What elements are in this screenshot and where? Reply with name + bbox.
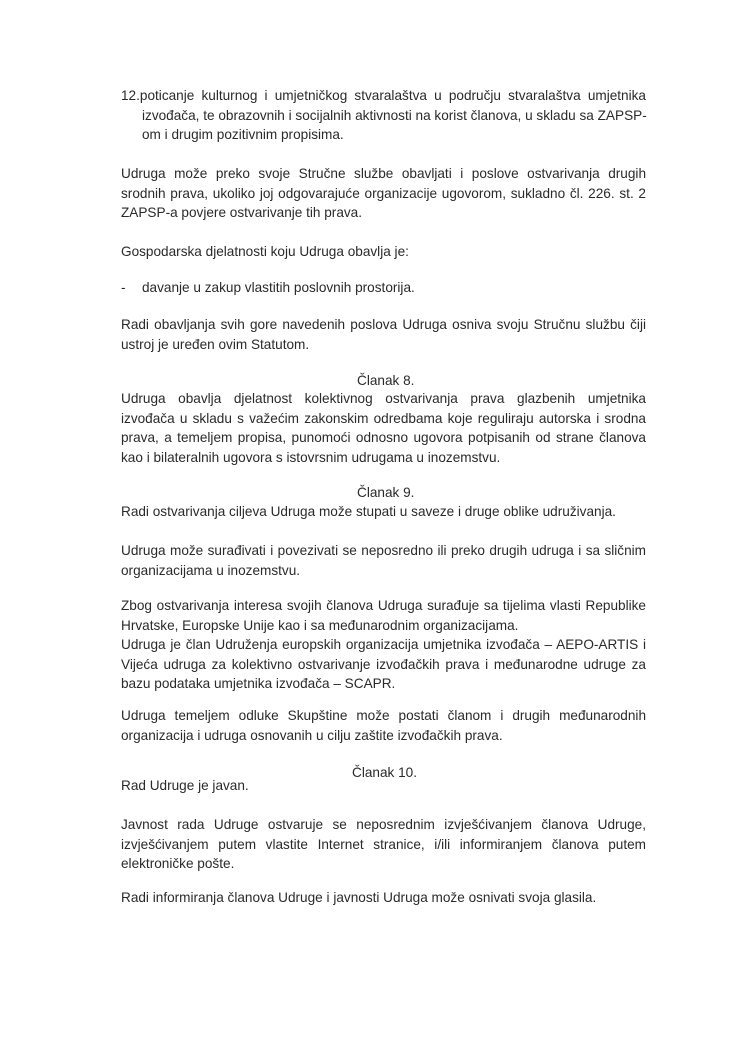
- text-line: Radi obavljanja svih gore navedenih poslova Udruga osniva svoju Stručnu službu čiji: [121, 317, 646, 332]
- article-10-p1: [121, 776, 646, 796]
- text-line: Radi ostvarivanja ciljeva Udruga može stupati u saveze i druge oblike udruživanja.: [121, 504, 616, 519]
- paragraph-gospodarska: [121, 242, 646, 262]
- text-line: organizacija i udruga osnovanih u cilju zaštite izvođačkih prava.: [121, 727, 503, 743]
- text-line: prava, a temeljem propisa, punomoći odnosno ugovora potpisanih od strane članova: [121, 430, 646, 446]
- text-line: organizacijama u inozemstvu.: [121, 562, 301, 578]
- text-line: ustroj je uređen ovim Statutom.: [121, 336, 310, 352]
- article-9-heading: Članak 9.: [357, 485, 415, 500]
- article-8-heading: Članak 8.: [357, 373, 415, 388]
- text-line: Udruga obavlja djelatnost kolektivnog ostvarivanja prava glazbenih umjetnika: [121, 391, 646, 406]
- list-item-text: davanje u zakup vlastitih poslovnih prostorija.: [142, 280, 415, 295]
- text-line: Zbog ostvarivanja interesa svojih članova Udruga surađuje sa tijelima vlasti Republike: [121, 598, 646, 613]
- text-line: Gospodarska djelatnosti koju Udruga obavlja je:: [121, 244, 409, 259]
- article-9-p2: [121, 541, 646, 580]
- text-line: Vijeća udruga za kolektivno ostvarivanje izvođačkih prava i međunarodne udruge za: [121, 656, 646, 672]
- list-dash: -: [121, 280, 126, 295]
- text-line: ZAPSP-a povjere ostvarivanje tih prava.: [121, 205, 363, 221]
- text-line: Radi informiranja članova Udruge i javnosti Udruga može osnivati svoja glasila.: [121, 890, 597, 905]
- text-line: elektroničke pošte.: [121, 856, 235, 872]
- text-line: Hrvatske, Europske Unije kao i sa međunarodnim organizacijama.: [121, 617, 519, 633]
- paragraph-srodna-prava: [121, 164, 646, 223]
- text-line: srodnih prava, ukoliko joj odgovarajuće organizacije ugovorom, sukladno čl. 226. st. 2: [121, 185, 646, 201]
- paragraph-strucna-sluzba: [121, 315, 646, 354]
- text-line: bazu podataka umjetnika izvođača – SCAPR.: [121, 676, 396, 692]
- text-line: Udruga temeljem odluke Skupštine može postati članom i drugih međunarodnih: [121, 708, 646, 723]
- text-line: 12.poticanje kulturnog i umjetničkog stvaralaštva u području stvaralaštva umjetnika: [121, 88, 646, 103]
- article-10-p2: [121, 815, 646, 874]
- article-9-p4: [121, 706, 646, 745]
- text-line: kao i bilateralnih ugovora s istovrsnim udrugama u inozemstvu.: [121, 449, 501, 465]
- text-line: Udruga može preko svoje Stručne službe obavljati i poslove ostvarivanja drugih: [121, 166, 646, 181]
- article-9-p1: [121, 502, 646, 522]
- text-line: Udruga je član Udruženja europskih organizacija umjetnika izvođača – AEPO-ARTIS i: [121, 637, 646, 653]
- article-10-heading: Članak 10.: [352, 765, 417, 780]
- text-line: Javnost rada Udruge ostvaruje se neposrednim izvješćivanjem članova Udruge,: [121, 817, 646, 832]
- article-10-p3: [121, 888, 646, 908]
- text-line: izvješćivanjem putem vlastite Internet stranice, i/ili informiranjem članova putem: [121, 836, 646, 852]
- text-line: izvođača u skladu s važećim zakonskim odredbama koje reguliraju autorska i srodna: [121, 410, 646, 426]
- article-9-p3: [121, 596, 646, 694]
- list-item-12: [121, 86, 646, 145]
- text-line: Udruga može surađivati i povezivati se neposredno ili preko drugih udruga i sa sličnim: [121, 543, 646, 558]
- text-line: izvođača, te obrazovnih i socijalnih aktivnosti na korist članova, u skladu sa ZAPSP-: [142, 107, 647, 123]
- article-8-body: [121, 389, 646, 467]
- list-item-zakup: [121, 278, 646, 298]
- text-line: om i drugim pozitivnim propisima.: [142, 127, 344, 143]
- text-line: Rad Udruge je javan.: [121, 778, 249, 793]
